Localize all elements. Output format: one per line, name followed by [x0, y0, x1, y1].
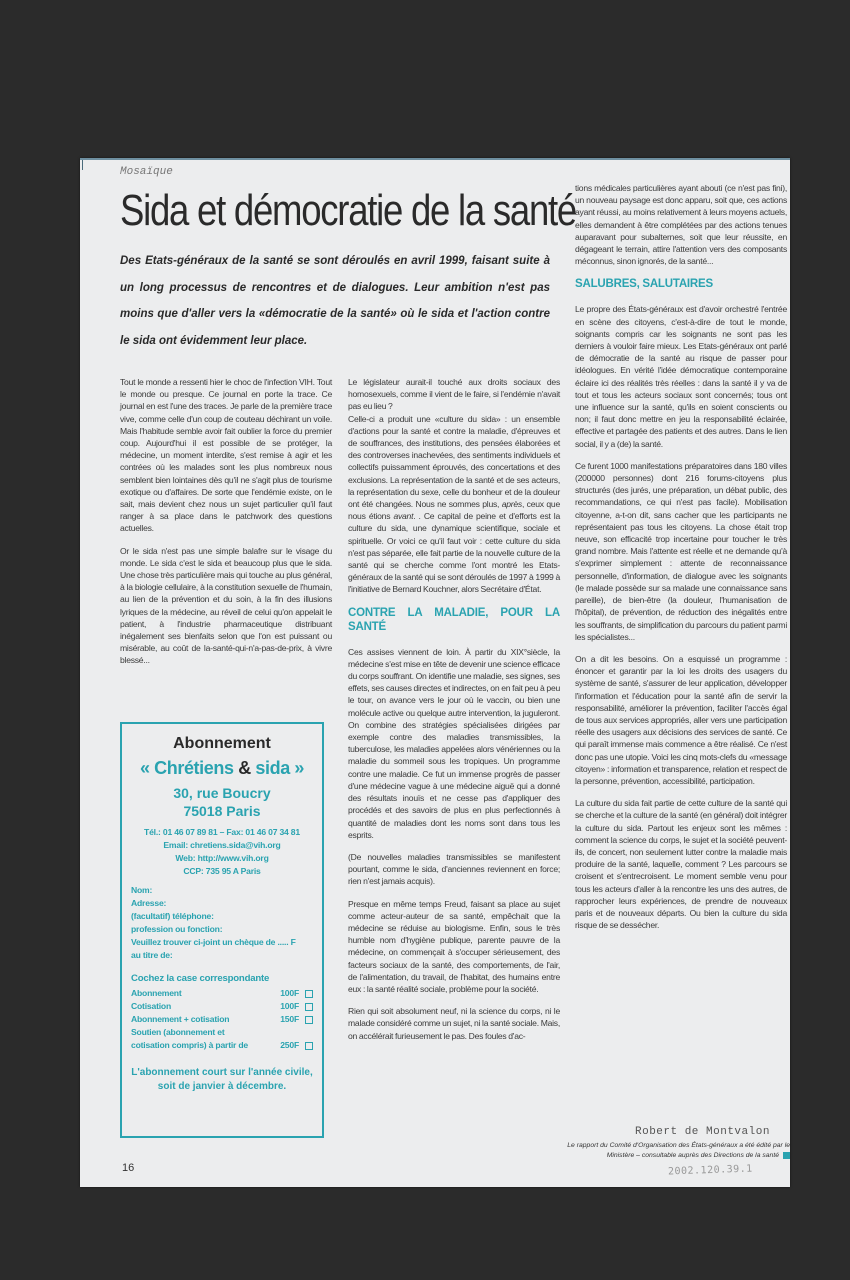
text-run: Celle-ci a produit une «culture du sida» : un ensemble d'actions pour la santé et contre la maladie, d'épreuves et de souffrances, des institutions, des pensées élaborées et des controverses inachevées, des sentiments individuels et collectifs puissamment éprouvés, des concertations et des exclusions. La représentation de la santé et de ses acteurs, la représentation du sexe, celle du bonheur et de la douleur ont été changées. Nous ne sommes plus,	[348, 413, 560, 510]
option-row	[131, 1026, 313, 1052]
magazine-page	[80, 158, 790, 1187]
article-title: Sida et démocratie de la santé	[120, 186, 576, 235]
paragraph: tions médicales particulières ayant abouti (ce n'est pas fini), un nouveau paysage est donc apparu, soit que, ces actions ayant réussi, au moins relativement à leurs moyens actuels, elles demandent à être complétées par des actions tenues auparavant pour subalternes, soit que leur réussite, en dégageant le terrain, attire l'attention vers des composants méconnus, sinon ignorés, de la santé...	[575, 183, 787, 267]
paragraph: Ce furent 1000 manifestations préparatoires dans 180 villes (200000 personnes) dont 216 forums-citoyens plus structurés (des jurés, une préparation, un débat public, des recommandations, ce qui n'est pas facile). Mobilisation citoyenne, a-t-on dit, sans cacher que les participants ne représentaient pas tous les citoyens. La chose était trop neuve, son efficacité trop incertaine pour toucher le très grand nombre. Mais l'attente est réelle et ne demande qu'à s'exprimer simplement : attente de reconnaissance personnelle, d'information, de dialogue avec les soignants (le malade possède sur sa malade une connaissance sans pareille), de bien-être (la douleur, l'humanisation de l'hôpital), de prévention, de réduction des inégalités entre les souffrants, de simplification du parcours du patient parmi les spécialistes...	[575, 460, 787, 642]
author-signature: Robert de Montvalon	[635, 1126, 770, 1138]
emphasis-apres: après	[501, 499, 522, 510]
report-credit	[560, 1141, 790, 1161]
field-profession[interactable]: profession ou fonction:	[131, 924, 223, 934]
option-checkbox[interactable]	[305, 1003, 313, 1011]
field-phone[interactable]: (facultatif) téléphone:	[131, 911, 214, 921]
option-checkbox[interactable]	[305, 990, 313, 998]
column-2	[348, 376, 560, 1052]
option-price: 100F	[280, 988, 299, 998]
option-label: Cotisation	[131, 1001, 172, 1011]
paragraph: Le législateur aurait-il touché aux droits sociaux des homosexuels, comme il vient de le faire, si l'endémie n'avait pas eu lieu ?	[348, 377, 560, 412]
credit-text: Le rapport du Comité d'Organisation des États-généraux a été édité par le Ministère – consultable auprès des Directions de la santé	[567, 1142, 790, 1159]
section-heading: SALUBRES, SALUTAIRES	[575, 278, 713, 291]
archive-number: 2002.120.39.1	[667, 1163, 753, 1178]
paragraph: Ces assises viennent de loin. À partir du XIX°siècle, la médecine s'est mise en tête de devenir une science efficace du corps souffrant. On identifie une maladie, ses signes, ses effets, ses causes directes et indirectes, on en fait peu à peu le tour, on avance vers le jour où le vaccin, ou bien une molécule active ou quelque autre intervention, la juguleront. On combine des stratégies spécialisées dirigées par exemple contre des maladies transmissibles, la tuberculose, les maladies appelées alors vénériennes ou la maladie du sommeil sous les tropiques. Un programme contre une maladie. Ce fut un immense progrès de passer d'une médecine vague à une médecine aiguë qui a donné des résultats inouïs et ne cesse pas d'appliquer des procédés et des savoirs de plus en plus perfectionnés à quantité de maladies dont les noms sont dans tous les esprits.	[348, 646, 560, 840]
option-row	[131, 1000, 313, 1013]
option-checkbox[interactable]	[305, 1016, 313, 1024]
postal-address	[131, 784, 313, 820]
field-address[interactable]: Adresse:	[131, 898, 167, 908]
emphasis-avant: avant	[393, 511, 414, 522]
option-price: 250F	[280, 1040, 299, 1050]
subscription-footer	[131, 1066, 313, 1094]
field-cheque[interactable]: Veuillez trouver ci-joint un chèque de ..... F	[131, 937, 296, 947]
city: 75018 Paris	[183, 803, 261, 819]
paragraph: La culture du sida fait partie de cette culture de la santé qui se cherche et la culture de la santé (en général) doit intégrer la culture du sida. Partout les enjeux sont les mêmes : comment la science du corps, le sujet et la société peuvent-ils, de concert, non seulement lutter contre la maladie mais produire de la santé, laquelle, comment ? Les parcours se croisent et s'entrecroisent. Le moment semble venu pour tous les acteurs d'aller à la rencontre les uns des autres, de rapprocher leurs expériences, de prendre de nouveaux paris et de nouveaux départs. Ou bien la culture du sida risque de se dessécher.	[575, 798, 787, 931]
option-price: 100F	[280, 1001, 299, 1011]
options-heading: Cochez la case correspondante	[131, 973, 270, 984]
footer-line-1: L'abonnement court sur l'année civile,	[131, 1067, 313, 1078]
website: Web: http://www.vih.org	[175, 853, 269, 863]
form-fields	[131, 884, 313, 962]
text-run: , ceux que nous étions	[348, 499, 560, 522]
page-number: 16	[122, 1162, 135, 1174]
email: Email: chretiens.sida@vih.org	[163, 840, 281, 850]
ccp: CCP: 735 95 A Paris	[183, 866, 261, 876]
section-rubric: Mosaïque	[120, 166, 173, 178]
subscription-options	[131, 972, 313, 1052]
option-label: Abonnement + cotisation	[131, 1014, 230, 1024]
end-square-icon	[783, 1152, 790, 1159]
text-run: . . Ce capital de peine et d'efforts est la culture du sida, une dynamique scientifique, sociale et spirituelle. Or voici ce qu'il faut voir : cette culture du sida n'est pas séparée, elle fait partie de la nouvelle culture de la santé qui se cherche comme l'ont montré les Etats-généraux de la santé qui se sont déroulés de 1997 à 1999 à l'initiative de Bernard Kouchner, alors Secrétaire d'État.	[348, 511, 560, 595]
option-checkbox[interactable]	[305, 1042, 313, 1050]
paragraph: Or le sida n'est pas une simple balafre sur le visage du monde. Le sida c'est le sida et beaucoup plus que le sida. Une chose très particulière mais qui touche au plus général, à la biologie cellulaire, à la constitution sexuelle de l'humain, au lien de la prévention et du soin, à la fin des illusions lyriques de la médecine, au réveil de celui qu'on appelait le patient, à l'industrie pharmaceutique distribuant inégalement ses bienfaits selon que l'on est puissant ou misérable, au coût de la-santé-qui-n'a-pas-de-prix, à vivre blessé...	[120, 545, 332, 666]
name-ampersand: &	[238, 758, 251, 778]
association-name	[131, 757, 313, 779]
phone-fax: Tél.: 01 46 07 89 81 – Fax: 01 46 07 34 81	[144, 827, 300, 837]
name-part-1: « Chrétiens	[139, 758, 234, 778]
article-lead: Des Etats-généraux de la santé se sont déroulés en avril 1999, faisant suite à un long processus de rencontres et de dialogues. Leur ambition n'est pas moins que d'aller vers la «démocratie de la santé» où le sida et l'action contre le sida ont évidemment leur place.	[120, 255, 550, 347]
name-part-2: sida »	[255, 758, 305, 778]
paragraph	[348, 413, 560, 596]
field-title[interactable]: au titre de:	[131, 950, 173, 960]
contact-info	[131, 826, 313, 878]
paragraph: Rien qui soit absolument neuf, ni la science du corps, ni le malade considéré comme un sujet, ni la santé sociale. Mais, on accélérait furieusement le pas. Des foules d'ac-	[348, 1006, 560, 1041]
paragraph: On a dit les besoins. On a esquissé un programme : énoncer et garantir par la loi les droits des usagers du système de santé, s'assurer de leur application, développer l'information et l'éducation pour la santé afin de servir la responsabilité, améliorer la prévention, faciliter l'accès égal de tous aux services appropriés, aller vers une participation réelle des usagers aux décisions des services de santé. Ce qui paraît immense mais commence a être réalisé. Ce n'est donc pas une utopie. Voici les cinq mots-clefs du «message citoyen» : information et transparence, relation et respect de la personne, prévention, accessibilité, participation.	[575, 653, 787, 786]
paragraph: (De nouvelles maladies transmissibles se manifestent pourtant, comme le sida, d'anciennes reviennent en force; rien n'est jamais acquis).	[348, 851, 560, 887]
option-row	[131, 1013, 313, 1026]
option-label: Soutien (abonnement et cotisation compris) à partir de	[131, 1027, 249, 1050]
column-3	[575, 182, 787, 941]
option-label: Abonnement	[131, 988, 182, 998]
subscription-heading: Abonnement	[173, 735, 271, 752]
column-1	[120, 376, 332, 712]
paragraph: Le propre des États-généraux est d'avoir orchestré l'entrée en scène des citoyens, c'est-à-dire de tout le monde, soignants compris car les soignants ne sont pas les derniers à vouloir faire mieux. Les Etats-généraux ont parlé de démocratie de la santé au risque de passer pour idéologues. En vérité l'idée démocratique contemporaine éclaire ici des réalités très réelles : dans la santé il y va de tout et tous les acteurs sociaux sont concernés; tous ont une influence sur la santé, qu'ils en soient conscients ou non; il faut donc mettre en jeu la responsabilité éclairée, effective et partagée des patients et des autres. Dans le lien social, il y a (de) la santé.	[575, 304, 787, 449]
section-heading: CONTRE LA MALADIE, POUR LA SANTÉ	[348, 606, 560, 633]
corner-mark	[82, 160, 95, 170]
subscription-box	[120, 722, 324, 1138]
option-row	[131, 987, 313, 1000]
option-price: 150F	[280, 1014, 299, 1024]
paragraph: Tout le monde a ressenti hier le choc de l'infection VIH. Tout le monde ou presque. Ce journal en porte la trace. Ce journal en est l'une des traces. Je parle de la première trace vive, comme celle d'un coup de couteau déchirant un voile. Mais l'habitude semble avoir fait oublier la force du premier coup. Aujourd'hui il est possible de se protéger, la médecine, un moment interdite, s'est remise à agir et les contrées où les malades sont les plus nombreux nous semblent bien lointaines dès qu'il ne s'agit plus de tourisme exotique ou d'affaires. De sorte que l'endémie existe, on le sait, mais devient chez nous un sujet particulier qu'il faut ranger à sa place dans le patchwork des questions actuelles.	[120, 377, 332, 534]
field-name[interactable]: Nom:	[131, 885, 153, 895]
footer-line-2: soit de janvier à décembre.	[157, 1081, 287, 1092]
street: 30, rue Boucry	[173, 785, 271, 801]
paragraph: Presque en même temps Freud, faisant sa place au sujet comme acteur-auteur de sa santé, empêchait que la médecine se réduise au biologisme. Enfin, sous le très humble nom d'hygiène publique, parente pauvre de la médecine, on commençait à s'occuper sérieusement, des facteurs sociaux de la santé, des comportements, de l'air, de l'alimentation, du travail, de l'habitat, des humains entre eux : la santé réalité sociale, problème pour la société.	[348, 898, 560, 994]
